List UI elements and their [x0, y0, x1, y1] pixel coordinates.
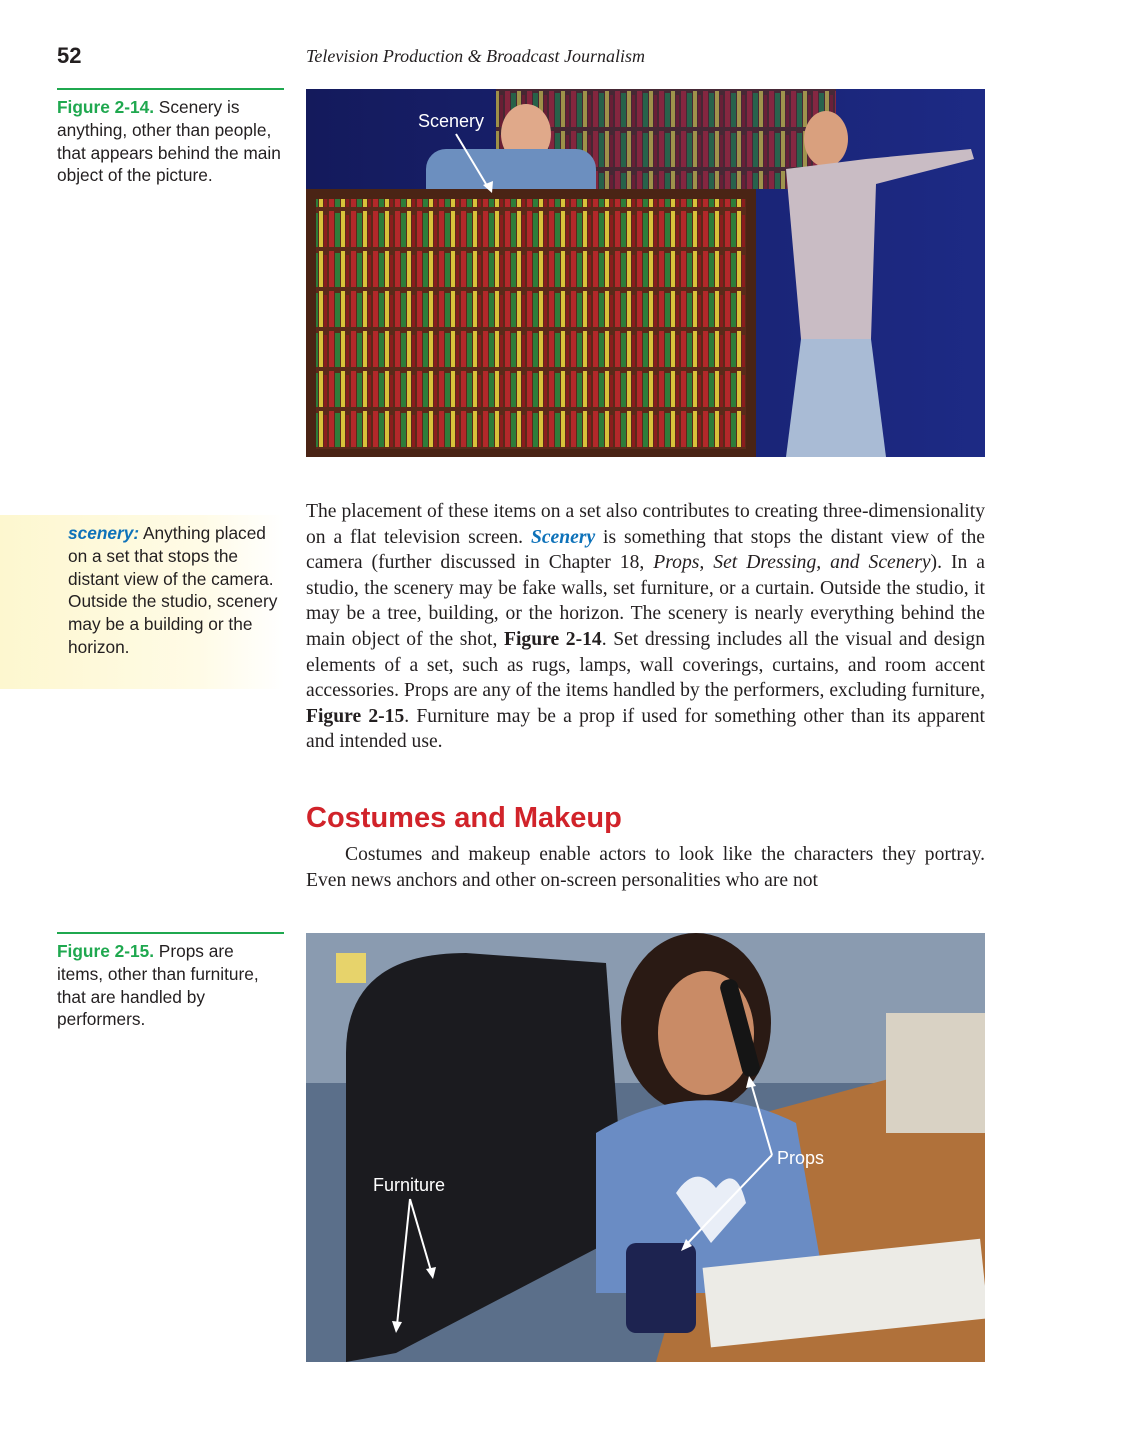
- scenery-photo-illustration: [306, 89, 985, 457]
- text: is something that stops the distant view of the camera (further discussed in Chapter 18,: [306, 526, 985, 574]
- body-paragraph: Costumes and makeup enable actors to look like the characters they portray. Even news anchors and other on-screen personalities who are not: [306, 844, 985, 891]
- page-number: 52: [57, 43, 82, 68]
- text: . Furniture may be a prop if used for something other than its apparent and intended use.: [306, 705, 985, 753]
- text: The placement of these items on a set also contributes to creating three-dimensionality on a flat television screen.: [306, 501, 985, 548]
- furniture-annotation: Furniture: [373, 1175, 446, 1195]
- caption-text: Props are items, other than furniture, that are handled by performers.: [57, 941, 259, 1030]
- text: . Set dressing includes all the visual and design elements of a set, such as rugs, lamps, wall coverings, curtains, and room accent accessories. Props are any of the items handled by the performers, excluding furniture,: [306, 628, 985, 702]
- props-photo-illustration: [306, 933, 985, 1362]
- glossary-box: [0, 515, 284, 689]
- running-head: Television Production & Broadcast Journalism: [306, 46, 645, 66]
- text: ). In a studio, the scenery may be fake walls, set furniture, or a curtain. Outside the studio, it may be a tree, building, or the horizon. The scenery is nearly everything behind the main object of the shot,: [306, 552, 985, 650]
- props-annotation: Props: [777, 1148, 825, 1168]
- body-paragraph: [306, 499, 985, 755]
- figure-ref: Figure 2-15: [306, 705, 405, 727]
- figure-2-14-photo: [306, 89, 985, 457]
- figure-label: Figure 2-15.: [57, 941, 154, 961]
- figure-2-15-photo: [306, 933, 985, 1362]
- figure-label: Figure 2-14.: [57, 97, 154, 117]
- figure-ref: Figure 2-14: [504, 628, 602, 650]
- chapter-title: Props, Set Dressing, and Scenery: [653, 552, 931, 574]
- keyword-scenery: Scenery: [530, 526, 596, 548]
- scenery-annotation: Scenery: [418, 111, 485, 131]
- figure-2-15-caption: [57, 932, 284, 1031]
- section-heading: Costumes and Makeup: [306, 802, 622, 834]
- glossary-term: scenery:: [68, 523, 140, 543]
- caption-text: Scenery is anything, other than people, that appears behind the main object of the picture.: [57, 97, 281, 186]
- glossary-definition: Anything placed on a set that stops the distant view of the camera. Outside the studio, scenery may be a building or the horizon.: [68, 523, 278, 657]
- figure-2-14-caption: [57, 88, 284, 187]
